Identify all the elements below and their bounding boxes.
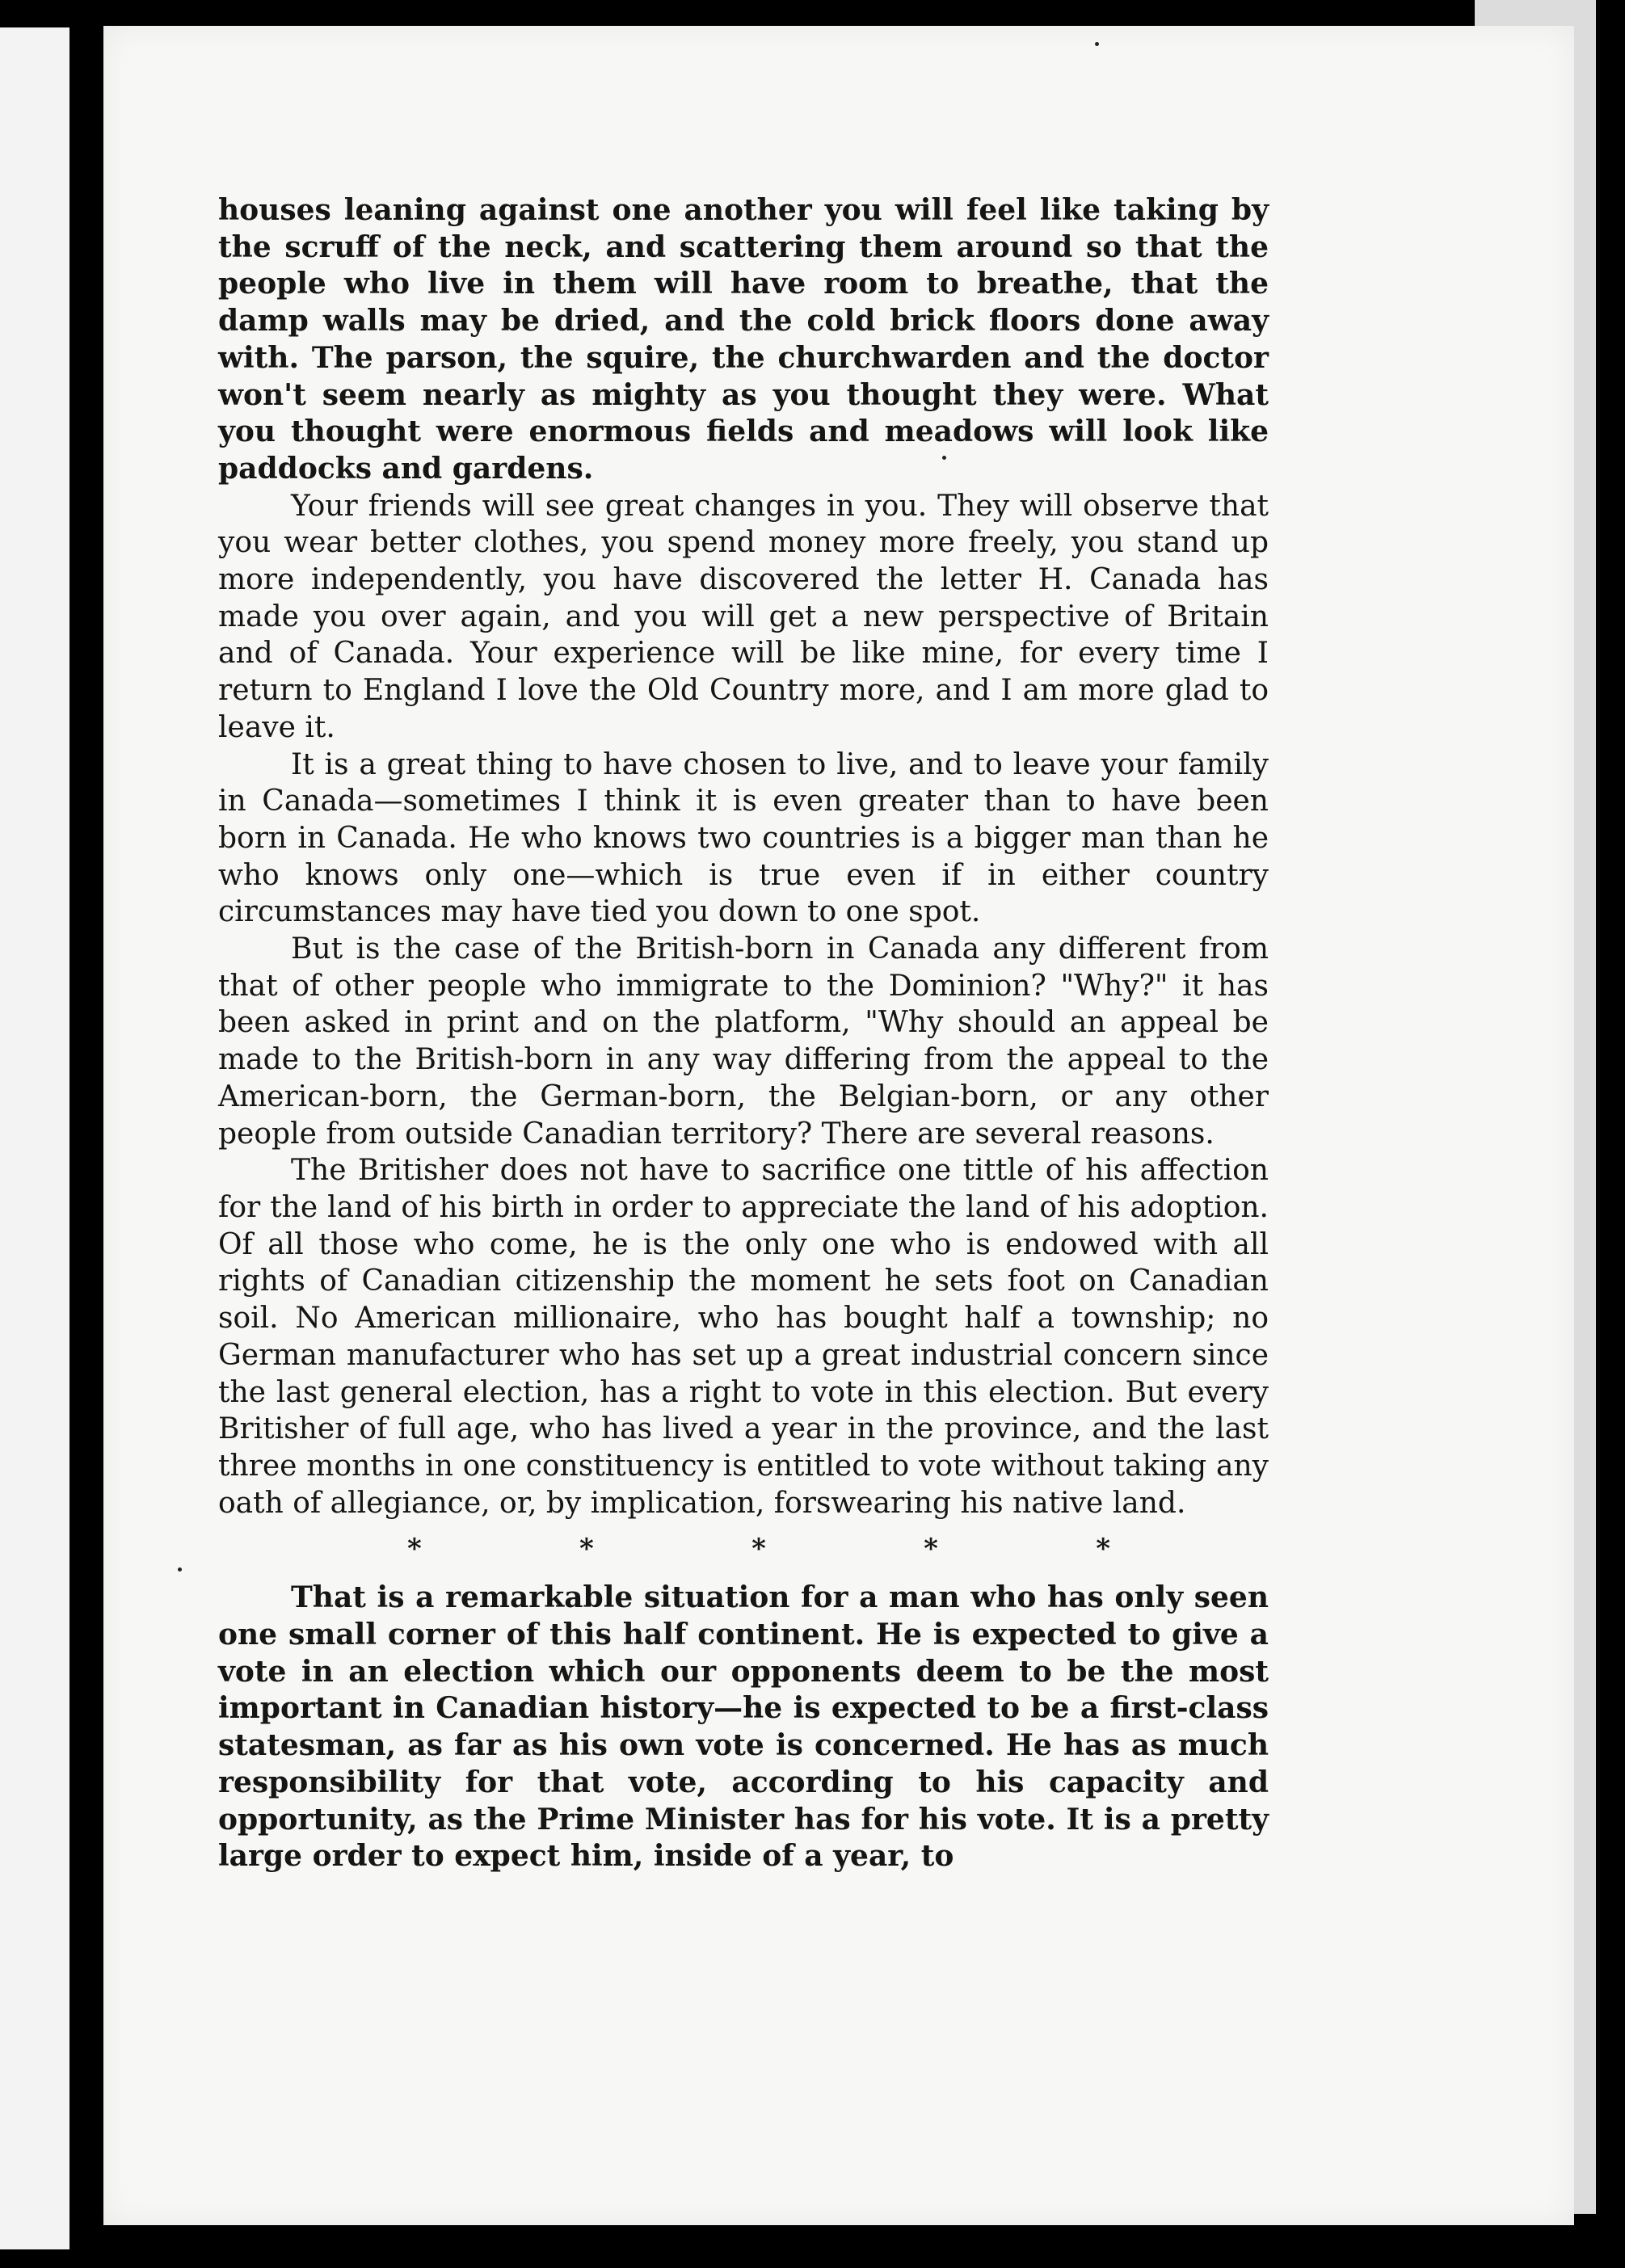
facing-page-strip [0, 27, 69, 2249]
paragraph-remarkable-situation: That is a remarkable situation for a man who has only seen one small corner of this half continent. He is expected to give a vote in an election which our opponents deem to be the most important in Canadian history—he is expected to be a first-class statesman, as far as his own vote is concerned. He has as much responsibility for that vote, according to his capacity and opportunity, as the Prime Minister has for his vote. It is a pretty large order to expect him, inside of a year, to [218, 1580, 1269, 1874]
paragraph-friends: Your friends will see great changes in you. They will observe that you wear better clothes, you spend money more freely, you stand up more independently, you have discovered the letter H. Canada has made you over again, and you will get a new perspective of Britain and of Canada. Your experience will be like mine, for every time I return to England I love the Old Country more, and I am more glad to leave it. [218, 489, 1269, 744]
scan-speck [1095, 42, 1099, 46]
page-body [218, 192, 1269, 1875]
paragraph-houses: houses leaning against one another you will feel like taking by the scruff of the neck, and scattering them around so that the people who live in them will have room to breathe, that the damp walls may be dried, and the cold brick floors done away with. The parson, the squire, the churchwarden and the doctor won't seem nearly as mighty as you thought they were. What you thought were enormous fields and meadows will look like paddocks and gardens. [218, 193, 1269, 486]
asterisk: * [1096, 1533, 1110, 1566]
paragraph-britisher: The Britisher does not have to sacrifice one tittle of his affection for the land of his birth in order to appreciate the land of his adoption. Of all those who come, he is the only one who is endowed with all rights of Canadian citizenship the moment he sets foot on Canadian soil. No American millionaire, who has bought half a township; no German manufacturer who has set up a great industrial concern since the last general election, has a right to vote in this election. But every Britisher of full age, who has lived a year in the province, and the last three months in one constituency is entitled to vote without taking any oath of allegiance, or, by implication, forswearing his native land. [218, 1154, 1269, 1520]
paragraph-great-thing: It is a great thing to have chosen to live, and to leave your family in Canada—sometimes I think it is even greater than to have been born in Canada. He who knows two countries is a bigger man than he who knows only one—which is true even if in either country circumstances may have tied you down to one spot. [218, 747, 1269, 929]
scan-speck [942, 456, 946, 460]
asterisk: * [924, 1533, 938, 1566]
scan-speck [178, 1567, 182, 1572]
asterisk: * [751, 1533, 766, 1566]
section-break [407, 1528, 1110, 1570]
paragraph-british-born: But is the case of the British-born in Canada any different from that of other people who immigrate to the Dominion? "Why?" it has been asked in print and on the platform, "Why should an appeal be made to the British-born in any way differing from the appeal to the American-born, the German-born, the Belgian-born, or any other people from outside Canadian territory? There are several reasons. [218, 932, 1269, 1151]
asterisk: * [579, 1533, 594, 1566]
asterisk: * [407, 1533, 422, 1566]
